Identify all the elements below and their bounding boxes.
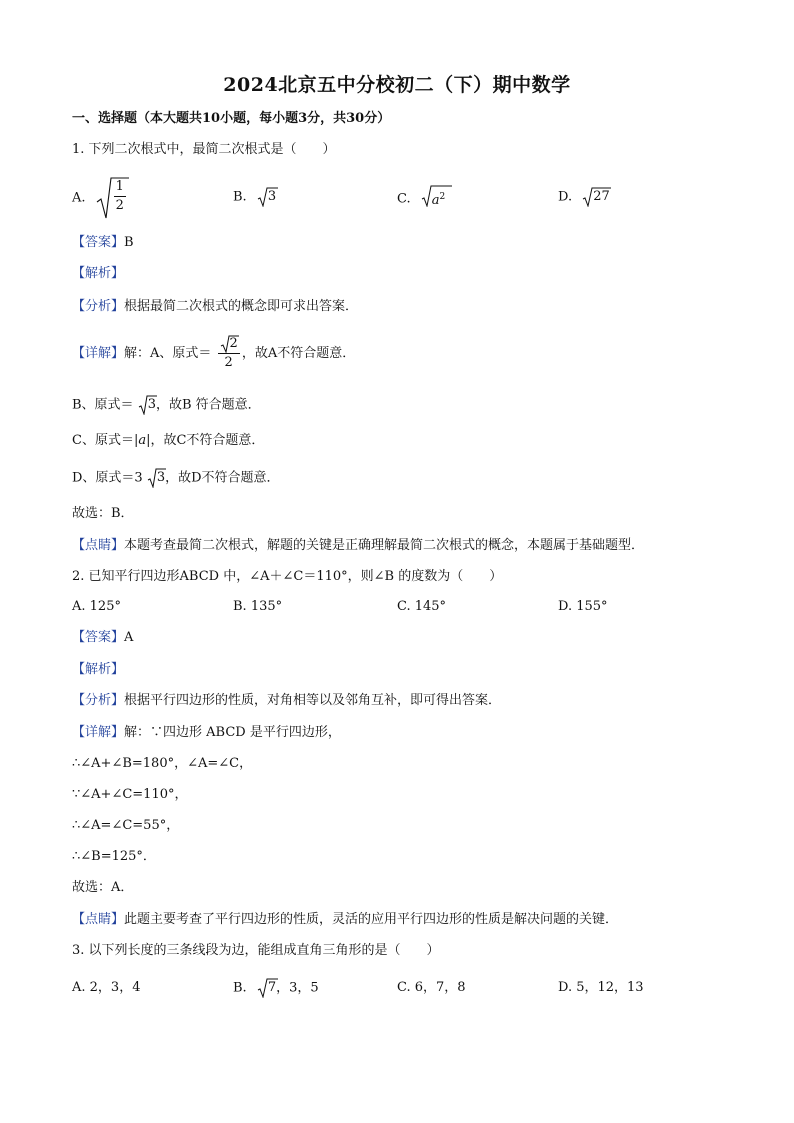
q1-detail-d: D、原式＝3 3，故D不符合题意． xyxy=(72,469,280,488)
radical-sign-icon xyxy=(582,187,612,207)
q1-detail-a-numerator: 2 xyxy=(229,335,238,351)
q1-fenxi: 【分析】根据最简二次根式的概念即可求出答案． xyxy=(72,299,359,314)
radical-sign-icon xyxy=(138,395,158,415)
q3-stem: 3. 以下列长度的三条线段为边，能组成直角三角形的是（ ） xyxy=(72,943,440,958)
q2-option-b: B. 135° xyxy=(233,599,283,614)
q1-option-a-label: A. xyxy=(72,190,86,206)
radical-sign-icon xyxy=(257,978,279,998)
q3-option-b: B. 7，3，5 xyxy=(233,979,319,998)
q3-option-c: C. 6，7，8 xyxy=(397,980,466,995)
q2-option-d: D. 155° xyxy=(558,599,608,614)
q1-detail-a-denominator: 2 xyxy=(224,355,233,371)
radical-sign-icon xyxy=(257,187,279,207)
q1-stem: 1. 下列二次根式中，最简二次根式是（ ） xyxy=(72,142,336,157)
q1-option-d xyxy=(558,188,610,207)
q2-detail-4: ∴∠A=∠C=55°， xyxy=(72,818,180,833)
radical-sign-icon xyxy=(220,335,240,353)
section-heading: 一、选择题（本大题共10小题，每小题3分，共30分） xyxy=(72,111,391,126)
q3-option-a: A. 2，3，4 xyxy=(72,980,141,995)
q3-option-b-radicand: 7 xyxy=(267,980,277,995)
q1-choose: 故选：B． xyxy=(72,506,134,521)
answer-tag: 【答案】 xyxy=(72,235,125,250)
q1-comment: 【点睛】本题考查最简二次根式，解题的关键是正确理解最简二次根式的概念，本题属于基础题型． xyxy=(72,538,645,553)
q1-option-a-denominator: 2 xyxy=(115,198,124,213)
q2-comment: 【点睛】此题主要考查了平行四边形的性质，灵活的应用平行四边形的性质是解决问题的关键． xyxy=(72,912,619,927)
q2-option-c: C. 145° xyxy=(397,599,447,614)
q2-choose: 故选：A． xyxy=(72,880,134,895)
q1-answer-value: B xyxy=(124,235,134,250)
q2-detail-2: ∴∠A+∠B=180°，∠A=∠C， xyxy=(72,756,253,771)
q1-option-a xyxy=(72,176,130,220)
q1-answer xyxy=(72,234,134,252)
q1-option-c-label: C. xyxy=(397,191,411,207)
q2-detail-3: ∵∠A+∠C=110°， xyxy=(72,787,188,802)
q1-option-d-radicand: 27 xyxy=(593,189,610,204)
q2-answer: 【答案】A xyxy=(72,630,134,645)
q2-fenxi: 【分析】根据平行四边形的性质，对角相等以及邻角互补，即可得出答案． xyxy=(72,693,502,708)
q1-detail-a: 【详解】解：A、原式＝ $\frac{2}{2}$ ，故A不符合题意． xyxy=(72,335,356,371)
q1-detail-b: B、原式＝ 3，故B 符合题意． xyxy=(72,396,261,415)
q1-option-c-exponent: 2 xyxy=(439,192,446,202)
page-title: 2024北京五中分校初二（下）期中数学 xyxy=(223,74,571,96)
q1-option-c-radicand: a xyxy=(431,193,440,209)
q1-option-b xyxy=(233,188,276,207)
q1-option-b-label: B. xyxy=(233,189,247,205)
q2-option-a: A. 125° xyxy=(72,599,121,614)
q1-option-c xyxy=(397,188,445,210)
q1-option-b-radicand: 3 xyxy=(267,189,277,204)
radical-sign-icon xyxy=(147,468,167,488)
radical-sign-icon xyxy=(421,185,453,207)
q2-detail-5: ∴∠B=125°． xyxy=(72,849,156,864)
q2-stem: 2. 已知平行四边形ABCD 中，∠A＋∠C＝110°，则∠B 的度数为（ ） xyxy=(72,569,503,584)
q2-analysis-tag: 【解析】 xyxy=(72,662,125,677)
q1-option-d-label: D. xyxy=(558,189,573,205)
q1-option-a-numerator: 1 xyxy=(114,178,126,197)
q2-answer-value: A xyxy=(124,630,134,645)
q3-option-d: D. 5，12，13 xyxy=(558,980,644,995)
q2-detail-1: 【详解】解：∵四边形 ABCD 是平行四边形， xyxy=(72,725,341,740)
q1-option-a-radical xyxy=(96,176,130,220)
q1-analysis-tag: 【解析】 xyxy=(72,266,125,281)
q1-detail-c: C、原式＝|a|，故C不符合题意． xyxy=(72,433,265,448)
